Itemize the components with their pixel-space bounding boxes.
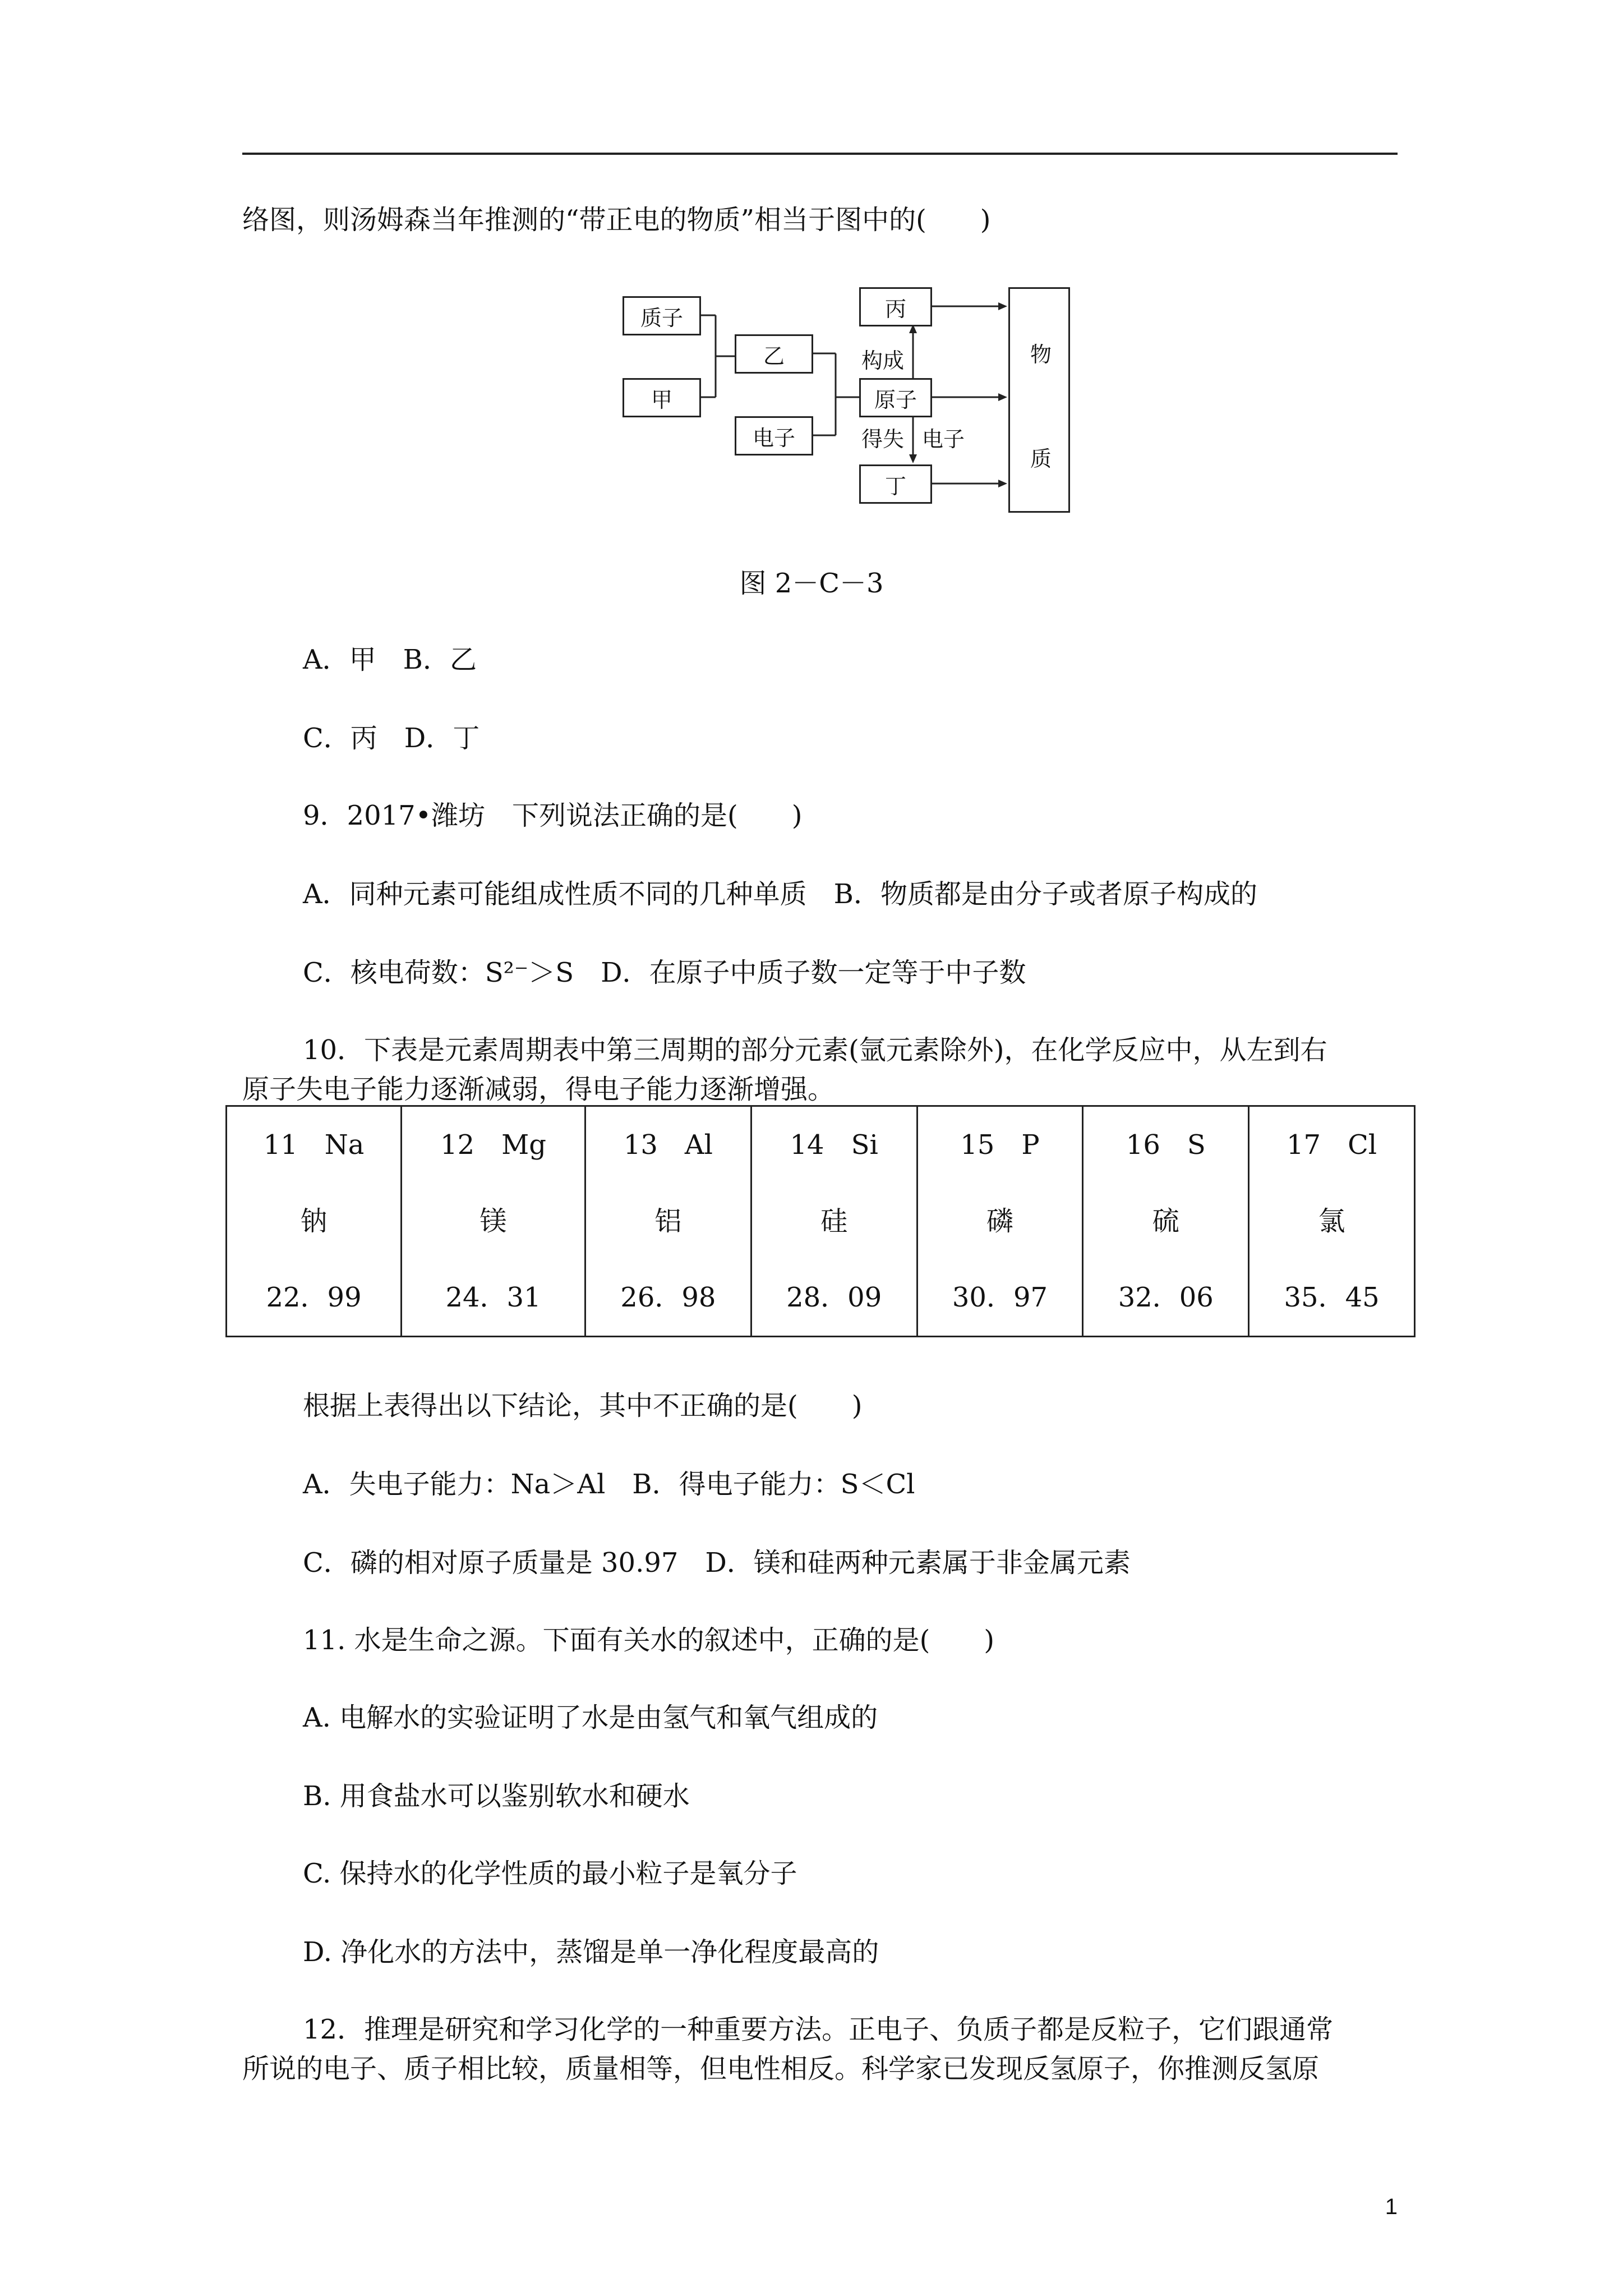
q9-stem: 9．2017•潍坊 下列说法正确的是( ) (303, 800, 803, 831)
element-cell-mg (402, 1106, 585, 1337)
element-header: 11 Na (263, 1129, 365, 1161)
yi-box: 乙 (735, 334, 813, 374)
element-cell-cl (1249, 1106, 1415, 1337)
element-name: 硅 (820, 1205, 848, 1237)
element-name: 铝 (654, 1205, 682, 1237)
element-cell-si (751, 1106, 917, 1337)
matter-char-top: 物 (1030, 342, 1052, 367)
periodic-table-row (225, 1105, 1415, 1337)
proton-box: 质子 (623, 296, 701, 335)
q11-option-a: A. 电解水的实验证明了水是由氢气和氧气组成的 (303, 1702, 878, 1733)
header-rule (242, 153, 1398, 155)
q12-line-1: 12．推理是研究和学习化学的一种重要方法。正电子、负质子都是反粒子，它们跟通常 (303, 2014, 1334, 2045)
element-mass: 32．06 (1118, 1282, 1214, 1313)
matter-box (1008, 287, 1070, 513)
element-header: 16 S (1126, 1129, 1206, 1161)
element-mass: 24．31 (445, 1282, 541, 1313)
element-header: 13 Al (623, 1129, 713, 1161)
element-header: 12 Mg (440, 1129, 547, 1161)
q10-stem-line-2: 原子失电子能力逐渐减弱，得电子能力逐渐增强。 (242, 1074, 835, 1105)
element-name: 钠 (300, 1205, 328, 1237)
electron-label: 电子 (922, 427, 965, 452)
element-cell-s (1083, 1106, 1249, 1337)
question-8-intro: 络图，则汤姆森当年推测的“带正电的物质”相当于图中的( ) (242, 204, 991, 236)
element-header: 15 P (960, 1129, 1040, 1161)
element-name: 氯 (1318, 1205, 1345, 1237)
compose-label: 构成 (861, 348, 905, 373)
q10-option-line-2: C．磷的相对原子质量是 30.97 D．镁和硅两种元素属于非金属元素 (303, 1547, 1131, 1579)
atom-box: 原子 (859, 378, 932, 417)
q9-option-line-1: A．同种元素可能组成性质不同的几种单质 B．物质都是由分子或者原子构成的 (303, 878, 1257, 910)
element-name: 磷 (986, 1205, 1013, 1237)
q11-option-c: C. 保持水的化学性质的最小粒子是氧分子 (303, 1858, 797, 1889)
page-number: 1 (1385, 2194, 1398, 2219)
gain-lose-label: 得失 (861, 427, 905, 452)
q10-stem-line-1: 10．下表是元素周期表中第三周期的部分元素(氩元素除外)，在化学反应中，从左到右 (303, 1034, 1327, 1066)
element-cell-na (227, 1106, 402, 1337)
q10-option-line-1: A．失电子能力：Na＞Al B．得电子能力：S＜Cl (303, 1469, 915, 1500)
bing-box: 丙 (859, 287, 932, 326)
ding-box: 丁 (859, 464, 932, 504)
q10-after-table: 根据上表得出以下结论，其中不正确的是( ) (303, 1390, 863, 1421)
atom-structure-diagram (611, 275, 1116, 522)
element-header: 17 Cl (1287, 1129, 1377, 1161)
figure-caption: 图 2－C－3 (739, 568, 884, 599)
q11-stem: 11. 水是生命之源。下面有关水的叙述中，正确的是( ) (303, 1625, 995, 1656)
element-mass: 26．98 (620, 1282, 716, 1313)
element-mass: 22．99 (266, 1282, 362, 1313)
q12-line-2: 所说的电子、质子相比较，质量相等，但电性相反。科学家已发现反氢原子，你推测反氢原 (242, 2053, 1320, 2085)
element-cell-al (585, 1106, 751, 1337)
element-mass: 30．97 (952, 1282, 1048, 1313)
element-mass: 28．09 (786, 1282, 882, 1313)
q9-option-line-2: C．核电荷数：S²⁻＞S D．在原子中质子数一定等于中子数 (303, 957, 1026, 988)
jia-box: 甲 (623, 378, 701, 417)
element-cell-p (917, 1106, 1083, 1337)
element-mass: 35．45 (1284, 1282, 1380, 1313)
q8-option-line-2: C．丙 D．丁 (303, 723, 480, 754)
element-name: 镁 (479, 1205, 507, 1237)
q8-option-line-1: A．甲 B．乙 (303, 644, 477, 675)
q11-option-d: D. 净化水的方法中，蒸馏是单一净化程度最高的 (303, 1936, 879, 1968)
matter-char-bottom: 质 (1030, 447, 1052, 471)
electron-box: 电子 (735, 416, 813, 455)
element-name: 硫 (1152, 1205, 1179, 1237)
q11-option-b: B. 用食盐水可以鉴别软水和硬水 (303, 1780, 690, 1812)
element-header: 14 Si (790, 1129, 878, 1161)
